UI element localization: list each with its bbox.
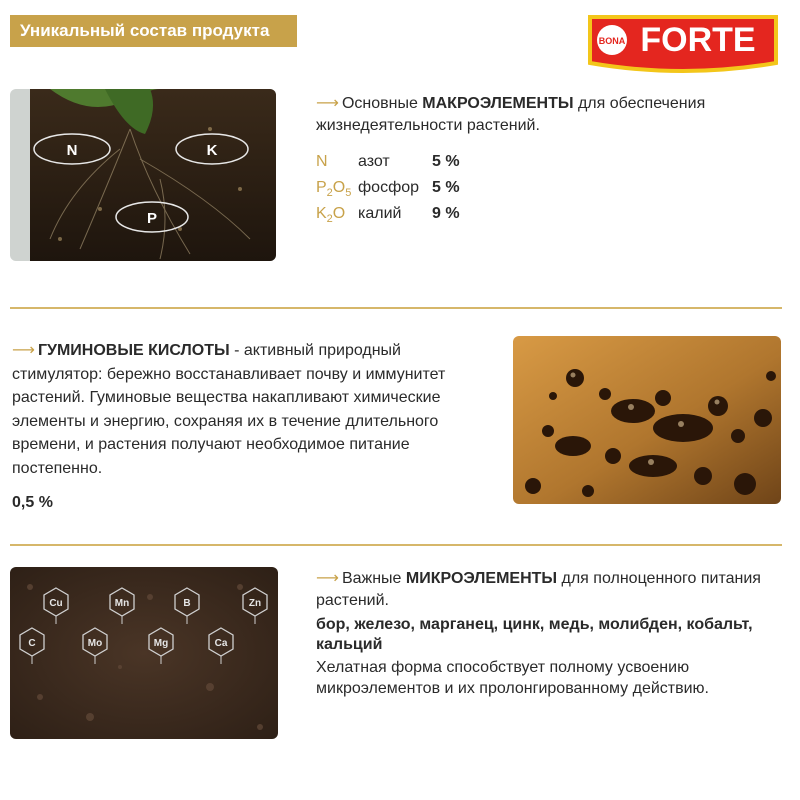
logo-big-text: FORTE	[640, 21, 756, 59]
logo-small-text: BONA	[598, 36, 626, 46]
arrow-icon: ⟶	[12, 342, 35, 359]
potassium-label: K	[206, 142, 218, 159]
hex-label-zn: Zn	[248, 598, 262, 609]
humic-percent: 0,5 %	[12, 494, 53, 511]
arrow-icon: ⟶	[316, 570, 339, 587]
humic-description: ⟶ ГУМИНОВЫЕ КИСЛОТЫ - активный природный стимулятор: бережно восстанавливает почву и иммунитет растений. Гуминовые вещества накапливают химические элементы и энергию, сохраняя их в течение длительного времени, и растения получают необходимое питание постепенно.	[12, 342, 446, 477]
phosphorus-label: P	[146, 210, 158, 227]
soil-roots-image	[10, 89, 276, 261]
hex-label-b: B	[183, 598, 191, 609]
hex-label-mn: Mn	[114, 598, 130, 609]
hex-label-mo: Mo	[87, 638, 103, 649]
hex-label-cu: Cu	[49, 598, 63, 609]
micro-intro: ⟶ Важные МИКРОЭЛЕМЕНТЫ для полноценного питания растений.	[316, 570, 761, 609]
humic-acid-splash-image	[513, 336, 781, 504]
hex-label-ca: Ca	[214, 638, 228, 649]
section-divider	[10, 307, 782, 309]
micro-description: Хелатная форма способствует полному усвоению микроэлементов и их пролонгированному действию.	[316, 659, 709, 697]
nitrogen-label: N	[66, 142, 78, 159]
section-title-badge: Уникальный состав продукта	[10, 15, 297, 47]
macro-intro: ⟶ Основные МАКРОЭЛЕМЕНТЫ для обеспечения жизнедеятельности растений.	[316, 95, 706, 134]
arrow-icon: ⟶	[316, 95, 339, 112]
hex-label-mg: Mg	[153, 638, 169, 649]
hex-label-c: C	[28, 638, 36, 649]
section-divider	[10, 544, 782, 546]
bona-forte-logo	[586, 13, 780, 75]
soil-microelements-image	[10, 567, 278, 739]
micro-elements-list: бор, железо, марганец, цинк, медь, молибден, кобальт, кальций	[316, 616, 753, 653]
